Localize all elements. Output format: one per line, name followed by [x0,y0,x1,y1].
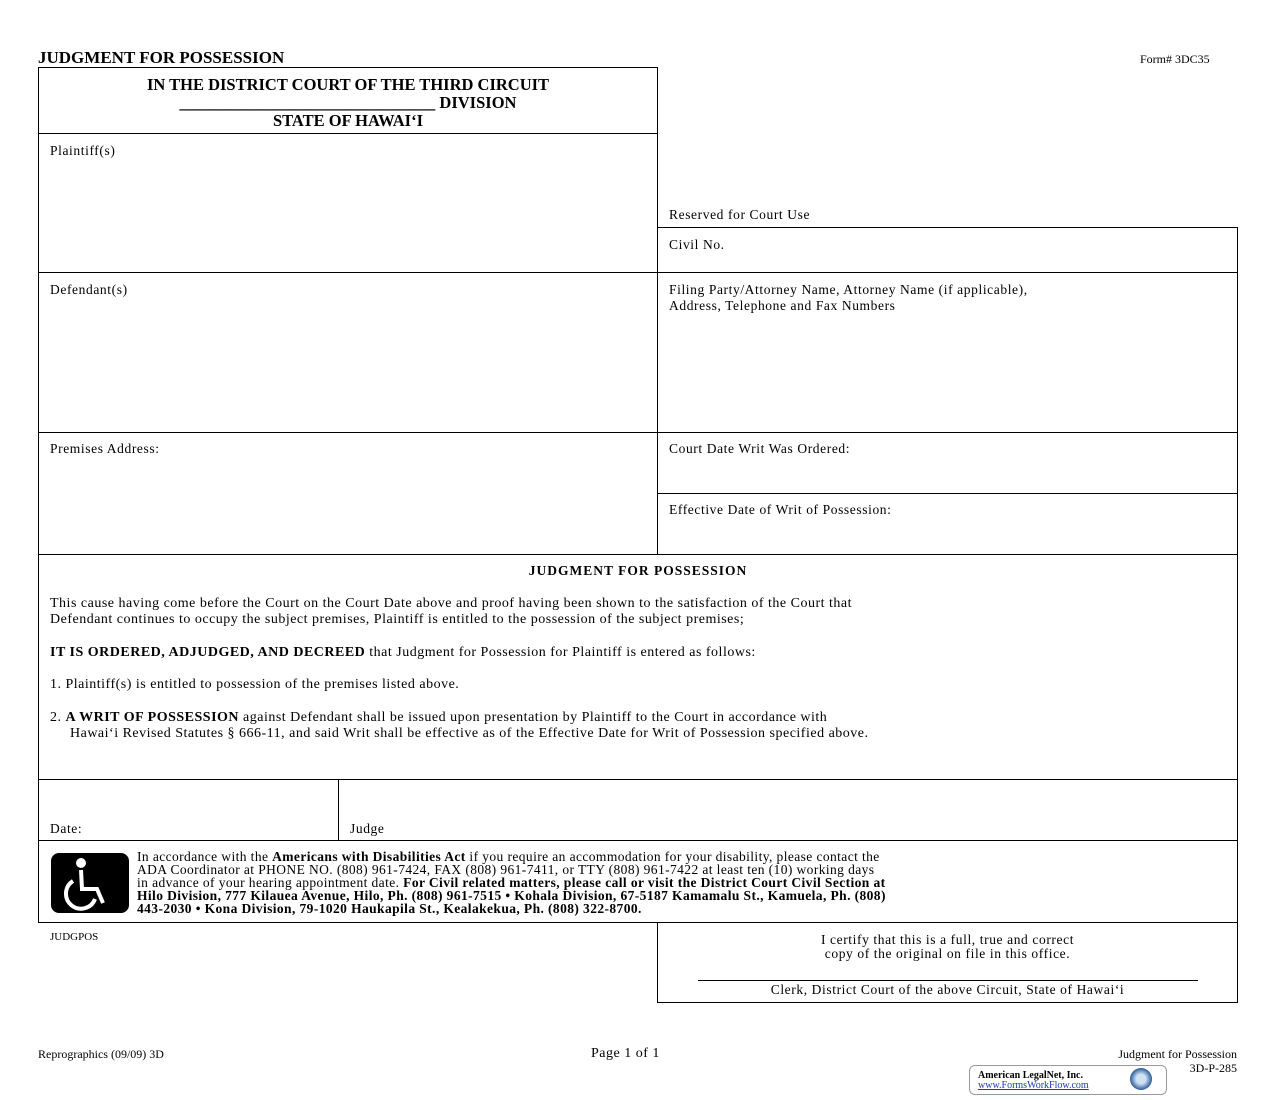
reprographics-label: Reprographics (09/09) 3D [38,1047,164,1061]
effective-date-field[interactable] [657,493,1238,555]
plaintiff-label: Plaintiff(s) [50,143,116,158]
wheelchair-icon [51,853,129,913]
plaintiff-field[interactable] [38,133,658,273]
ada-notice [38,840,1238,923]
para-line: Defendant continues to occupy the subject premises, Plaintiff is entitled to the possession of the subject premises; [50,612,745,627]
item-number: 2. [50,710,66,725]
ada-line: In accordance with the [137,849,273,864]
premises-label: Premises Address: [50,441,160,456]
form-number: Form# 3DC35 [1140,52,1210,66]
clerk-signature-line[interactable]: Clerk, District Court of the above Circuit, State of Hawai‘i [698,980,1198,997]
filing-party-field[interactable] [657,272,1238,433]
court-date-field[interactable] [657,432,1238,494]
defendant-label: Defendant(s) [50,282,128,297]
doc-code: 3D-P-285 [1189,1061,1237,1075]
globe-icon [1130,1068,1152,1090]
certify-line: copy of the original on file in this office. [824,946,1071,961]
order-item-2 [50,710,1230,742]
item-text-2: Hawai‘i Revised Statutes § 666-11, and said Writ shall be effective as of the Effective Date for Writ of Possession specified above. [70,726,869,741]
legalnet-logo[interactable] [969,1065,1167,1095]
doc-name: Judgment for Possession [1118,1047,1237,1061]
court-caption [38,67,658,134]
effective-date-label: Effective Date of Writ of Possession: [669,502,892,517]
judgment-paragraph [50,596,1230,628]
civil-no-field[interactable] [657,227,1238,273]
premises-field[interactable] [38,432,658,555]
judge-label: Judge [350,821,385,836]
court-date-label: Court Date Writ Was Ordered: [669,441,851,456]
ada-line: 443-2030 • Kona Division, 79-1020 Haukapila St., Kealakekua, Ph. (808) 322-8700. [137,901,642,916]
logo-url[interactable]: www.FormsWorkFlow.com [978,1080,1089,1091]
ada-line: in advance of your hearing appointment date. [137,875,404,890]
state-line: STATE OF HAWAI‘I [272,111,424,130]
judge-signature-field[interactable] [338,779,1238,841]
para-line: This cause having come before the Court on the Court Date above and proof having been shown to the satisfaction of the Court that [50,596,853,611]
ordered-text: that Judgment for Possession for Plaintiff is entered as follows: [365,645,756,660]
page-number: Page 1 of 1 [591,1046,660,1061]
civil-no-label: Civil No. [669,237,725,252]
order-item-1: 1. Plaintiff(s) is entitled to possession of the premises listed above. [50,677,460,692]
ordered-bold: IT IS ORDERED, ADJUDGED, AND DECREED [50,645,366,660]
date-label: Date: [50,821,83,836]
filing-party-label-2: Address, Telephone and Fax Numbers [669,298,896,313]
defendant-field[interactable] [38,272,658,433]
certify-line: I certify that this is a full, true and correct [820,932,1075,947]
form-code: JUDGPOS [50,931,99,943]
judgment-section [38,554,1238,780]
ada-line: ADA Coordinator at PHONE NO. (808) 961-7424, FAX (808) 961-7411, or TTY (808) 961-7422 at least ten (10) working days [137,862,875,877]
form-title: JUDGMENT FOR POSSESSION [38,48,285,67]
logo-name: American LegalNet, Inc. [978,1070,1083,1081]
item-bold: A WRIT OF POSSESSION [65,710,240,725]
ordered-paragraph [50,645,1230,661]
ada-line: Hilo Division, 777 Kilauea Avenue, Hilo, Ph. (808) 961-7515 • Kohala Division, 67-5187 Kamamalu St., Kamuela, Ph. (808) [137,888,886,903]
court-line-1: IN THE DISTRICT COURT OF THE THIRD CIRCUIT [146,75,550,94]
judgment-heading: JUDGMENT FOR POSSESSION [528,563,748,578]
ada-text [137,850,1232,915]
division-line: _______________________________ DIVISION [179,93,517,112]
ada-act: Americans with Disabilities Act [272,849,466,864]
ada-line: For Civil related matters, please call or visit the District Court Civil Section at [403,875,886,890]
filing-party-label: Filing Party/Attorney Name, Attorney Name (if applicable), [669,282,1028,297]
date-signature-field[interactable] [38,779,339,841]
ada-line: if you require an accommodation for your disability, please contact the [465,849,880,864]
reserved-label: Reserved for Court Use [669,207,811,222]
certification-box [657,922,1238,1003]
item-text: against Defendant shall be issued upon presentation by Plaintiff to the Court in accordance with [239,710,828,725]
